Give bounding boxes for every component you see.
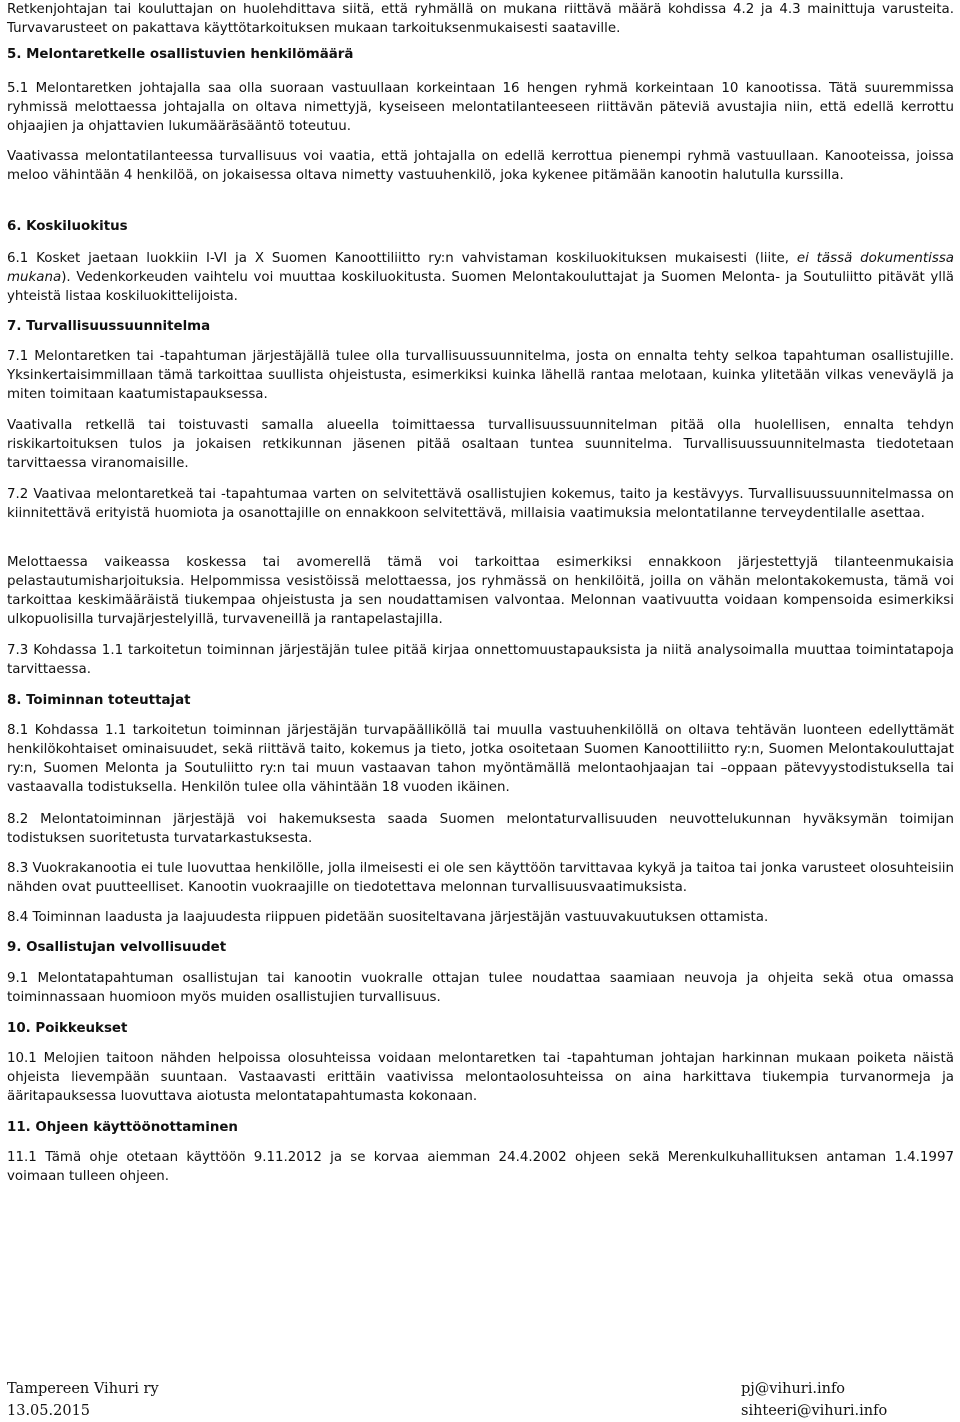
section-6-1-paragraph <box>7 249 954 306</box>
section-7-1-paragraph: 7.1 Melontaretken tai -tapahtuman järjestäjällä tulee olla turvallisuussuunnitelma, josta on ennalta tehty selkoa tapahtuman osallistujille. Yksinkertaisimmillaan tämä tarkoittaa suullista ohjeistusta, esimerkiksi kuinka lähellä rantaa melotaan, kuinka ylitetään vilkas veneväylä ja miten toimitaan kaatumistapauksessa. <box>7 349 954 402</box>
footer-right <box>741 1378 887 1422</box>
section-6-1-italic-note: ei tässä dokumentissa mukana <box>7 251 954 285</box>
section-8-2-paragraph: 8.2 Melontatoiminnan järjestäjä voi hakemuksesta saada Suomen melontaturvallisuuden neuvottelukunnan hyväksymän toimijan todistuksen suoritetusta turvatarkastuksesta. <box>7 812 954 846</box>
section-heading-9: 9. Osallistujan velvollisuudet <box>7 940 227 955</box>
section-7-3-paragraph: 7.3 Kohdassa 1.1 tarkoitetun toiminnan järjestäjän tulee pitää kirjaa onnettomuustapauksista ja niitä analysoimalla muuttaa toimintatapoja tarvittaessa. <box>7 643 954 677</box>
section-7-1b-paragraph: Vaativalla retkellä tai toistuvasti samalla alueella toimittaessa turvallisuussuunnitelman pitää olla huolellisen, ennalta tehdyn riskikartoituksen tulos ja jokaisen retkikunnan jäsenen pitää osaltaan tuntea suunnitelma. Turvallisuussuunnitelmasta tiedotetaan tarvittaessa viranomaisille. <box>7 418 954 471</box>
section-10-1-paragraph: 10.1 Melojien taitoon nähden helpoissa olosuhteissa voidaan melontaretken tai -tapahtuman johtajan harkinnan mukaan poiketa näistä ohjeista lievempään suuntaan. Vastaavasti erittäin vaativissa melontaolosuhteissa on aina harkittava tiukempia turvanormeja ja ääritapauksessa luovuttava aiotusta melontatapahtumasta kokonaan. <box>7 1051 954 1104</box>
footer-email-chair[interactable]: pj@vihuri.info <box>741 1381 846 1397</box>
footer-organization: Tampereen Vihuri ry <box>7 1381 159 1397</box>
footer-date: 13.05.2015 <box>7 1403 91 1419</box>
section-5-1-paragraph: 5.1 Melontaretken johtajalla saa olla suoraan vastuullaan korkeintaan 16 hengen ryhmä korkeintaan 10 kanootissa. Tätä suuremmissa ryhmissä melottaessa johtajalla on oltava nimettyjä, kyseiseen melontatilanteeseen riittävän päteviä avustajia niin, että edellä kerrottu ohjaajien ja ohjattavien lukumääräsääntö toteutuu. <box>7 81 954 134</box>
section-heading-10: 10. Poikkeukset <box>7 1021 128 1036</box>
footer-email-secretary[interactable]: sihteeri@vihuri.info <box>741 1403 888 1419</box>
section-11-1-paragraph: 11.1 Tämä ohje otetaan käyttöön 9.11.2012 ja se korvaa aiemman 24.4.2002 ohjeen sekä Merenkulkuhallituksen antaman 1.4.1997 voimaan tulleen ohjeen. <box>7 1150 954 1184</box>
intro-paragraph: Retkenjohtajan tai kouluttajan on huolehdittava siitä, että ryhmällä on mukana riittävä määrä kohdissa 4.2 ja 4.3 mainittuja varusteita. Turvavarusteet on pakattava käyttötarkoituksen mukaan tarkoituksenmukaisesti saataville. <box>7 2 954 36</box>
section-9-1-paragraph: 9.1 Melontatapahtuman osallistujan tai kanootin vuokralle ottajan tulee noudattaa saamiaan neuvoja ja ohjeita sekä otua omassa toiminnassaan huomioon myös muiden osallistujien turvallisuus. <box>7 971 954 1005</box>
section-7-2b-paragraph: Melottaessa vaikeassa koskessa tai avomerellä tämä voi tarkoittaa esimerkiksi ennakkoon järjestettyjä tilanteenmukaisia pelastautumisharjoituksia. Helpommissa vesistöissä melottaessa, jos ryhmässä on henkilöitä, joilla on vähän melontakokemusta, tämä voi tarkoittaa keskimääräistä tiukempaa ohjeistusta ja sen noudattamisen valvontaa. Melonnan vaativuutta voidaan kompensoida esimerkiksi ulkopuolisilla turvajärjestelyillä, turvaveneillä ja rantapelastajilla. <box>7 555 954 627</box>
section-heading-6: 6. Koskiluokitus <box>7 219 128 234</box>
section-heading-11: 11. Ohjeen käyttöönottaminen <box>7 1120 238 1135</box>
section-7-2-paragraph: 7.2 Vaativaa melontaretkeä tai -tapahtumaa varten on selvitettävä osallistujien kokemus, taito ja kestävyys. Turvallisuussuunnitelmassa on kiinnitettävä erityistä huomiota ja osanottajille on ennakkoon selvitettävä, millaisia vaatimuksia melontatilanne terveydentilalle asettaa. <box>7 487 954 521</box>
section-heading-8: 8. Toiminnan toteuttajat <box>7 693 191 708</box>
section-5-2-paragraph: Vaativassa melontatilanteessa turvallisuus voi vaatia, että johtajalla on edellä kerrottua pienempi ryhmä vastuullaan. Kanooteissa, joissa meloo vähintään 4 henkilöä, on jokaisessa oltava nimetty vastuuhenkilö, joka kykenee pitämään kanootin halutulla kurssilla. <box>7 149 954 183</box>
section-heading-5: 5. Melontaretkelle osallistuvien henkilömäärä <box>7 47 354 62</box>
footer-left <box>7 1378 159 1422</box>
section-heading-7: 7. Turvallisuussuunnitelma <box>7 319 211 334</box>
section-8-1-paragraph: 8.1 Kohdassa 1.1 tarkoitetun toiminnan järjestäjän turvapäälliköllä tai muulla vastuuhenkilöllä on oltava tehtävän luonteen edellyttämät henkilökohtaiset ominaisuudet, sekä riittävä taito, kokemus ja tieto, jotka osoitetaan Suomen Kanoottiliitto ry:n, Suomen Melontakouluttajat ry:n, Suomen Melonta ja Soutuliitto ry:n tai muun vastaavan tahon myöntämällä melontaohjaajan tai –oppaan pätevyystodistuksella tai vastaavalla todistuksella. Henkilön tulee olla vähintään 18 vuoden ikäinen. <box>7 723 954 795</box>
section-6-1-text-b: ). Vedenkorkeuden vaihtelu voi muuttaa koskiluokitusta. Suomen Melontakouluttajat ja Suomen Melonta- ja Soutuliitto pitävät yllä yhteistä listaa koskiluokittelijoista. <box>7 270 954 304</box>
section-6-1-text-a: 6.1 Kosket jaetaan luokkiin I-VI ja X Suomen Kanoottiliitto ry:n vahvistaman koskiluokituksen mukaisesti (liite, <box>7 251 797 266</box>
section-8-3-paragraph: 8.3 Vuokrakanootia ei tule luovuttaa henkilölle, jolla ilmeisesti ei ole sen käyttöön tarvittavaa kykyä ja taitoa tai jonka varusteet olosuhteisiin nähden ovat puutteelliset. Kanootin vuokraajille on tiedotettava melonnan turvallisuusvaatimuksista. <box>7 861 954 895</box>
section-8-4-paragraph: 8.4 Toiminnan laadusta ja laajuudesta riippuen pidetään suositeltavana järjestäjän vastuuvakuutuksen ottamista. <box>7 910 769 925</box>
